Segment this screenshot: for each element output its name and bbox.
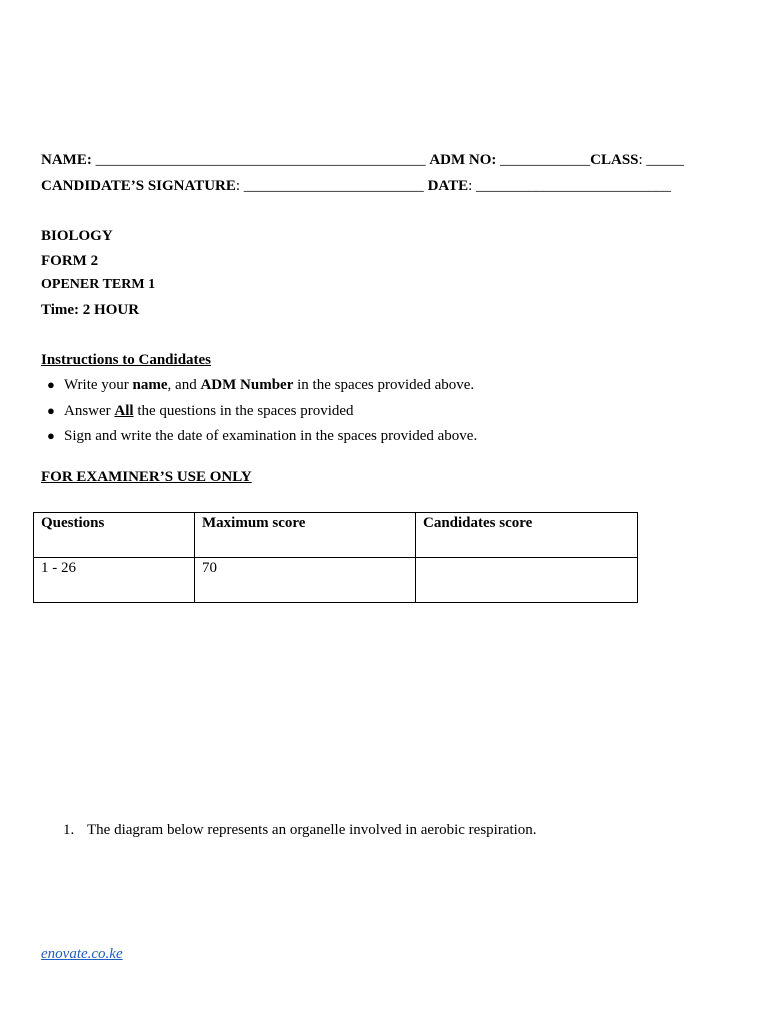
instruction-emphasis: ADM Number	[200, 377, 294, 393]
instruction-item	[41, 402, 477, 428]
adm-label: ADM NO:	[429, 152, 497, 168]
instruction-emphasis: All	[114, 402, 134, 419]
instruction-text: , and	[167, 377, 201, 393]
question-text: The diagram below represents an organelle involved in aerobic respiration.	[87, 822, 537, 838]
candidate-score-cell[interactable]	[416, 558, 638, 603]
score-table	[33, 512, 638, 603]
date-blank[interactable]: : __________________________	[468, 178, 672, 194]
term-title: OPENER TERM 1	[41, 277, 156, 292]
examiner-heading: FOR EXAMINER’S USE ONLY	[41, 469, 252, 485]
table-row	[34, 558, 638, 603]
table-header-cell: Candidates score	[416, 513, 638, 558]
table-header-cell: Maximum score	[195, 513, 416, 558]
table-header-row	[34, 513, 638, 558]
table-header-cell: Questions	[34, 513, 195, 558]
instruction-text: the questions in the spaces provided	[133, 402, 354, 419]
table-cell: 70	[195, 558, 416, 603]
name-line	[41, 152, 684, 169]
instructions-list	[41, 376, 477, 453]
question-1	[63, 822, 537, 839]
instruction-item	[41, 376, 477, 402]
instructions-heading: Instructions to Candidates	[41, 352, 212, 368]
question-number: 1.	[63, 822, 75, 838]
table-cell: 1 - 26	[34, 558, 195, 603]
time-title: Time: 2 HOUR	[41, 302, 140, 318]
footer-link[interactable]: enovate.co.ke	[41, 946, 123, 962]
class-blank[interactable]: : _____	[638, 152, 684, 168]
name-label: NAME:	[41, 152, 92, 168]
bullet-icon: ●	[47, 402, 55, 418]
signature-label: CANDIDATE’S SIGNATURE	[41, 178, 236, 194]
instruction-text: Sign and write the date of examination in the spaces provided above.	[64, 428, 478, 444]
subject-title: BIOLOGY	[41, 228, 113, 244]
adm-blank[interactable]: ____________	[496, 152, 591, 168]
signature-line	[41, 178, 671, 195]
bullet-icon: ●	[47, 428, 55, 443]
instruction-text: in the spaces provided above.	[293, 377, 475, 393]
instruction-item	[41, 427, 477, 453]
date-label: DATE	[427, 178, 469, 194]
instruction-emphasis: name	[132, 377, 168, 393]
form-title: FORM 2	[41, 253, 99, 269]
name-blank[interactable]: ____________________________________________	[91, 152, 430, 168]
bullet-icon: ●	[47, 377, 55, 392]
signature-blank[interactable]: : ________________________	[235, 178, 428, 194]
instruction-text: Answer	[64, 402, 115, 419]
class-label: CLASS	[590, 152, 639, 168]
instruction-text: Write your	[64, 377, 133, 393]
